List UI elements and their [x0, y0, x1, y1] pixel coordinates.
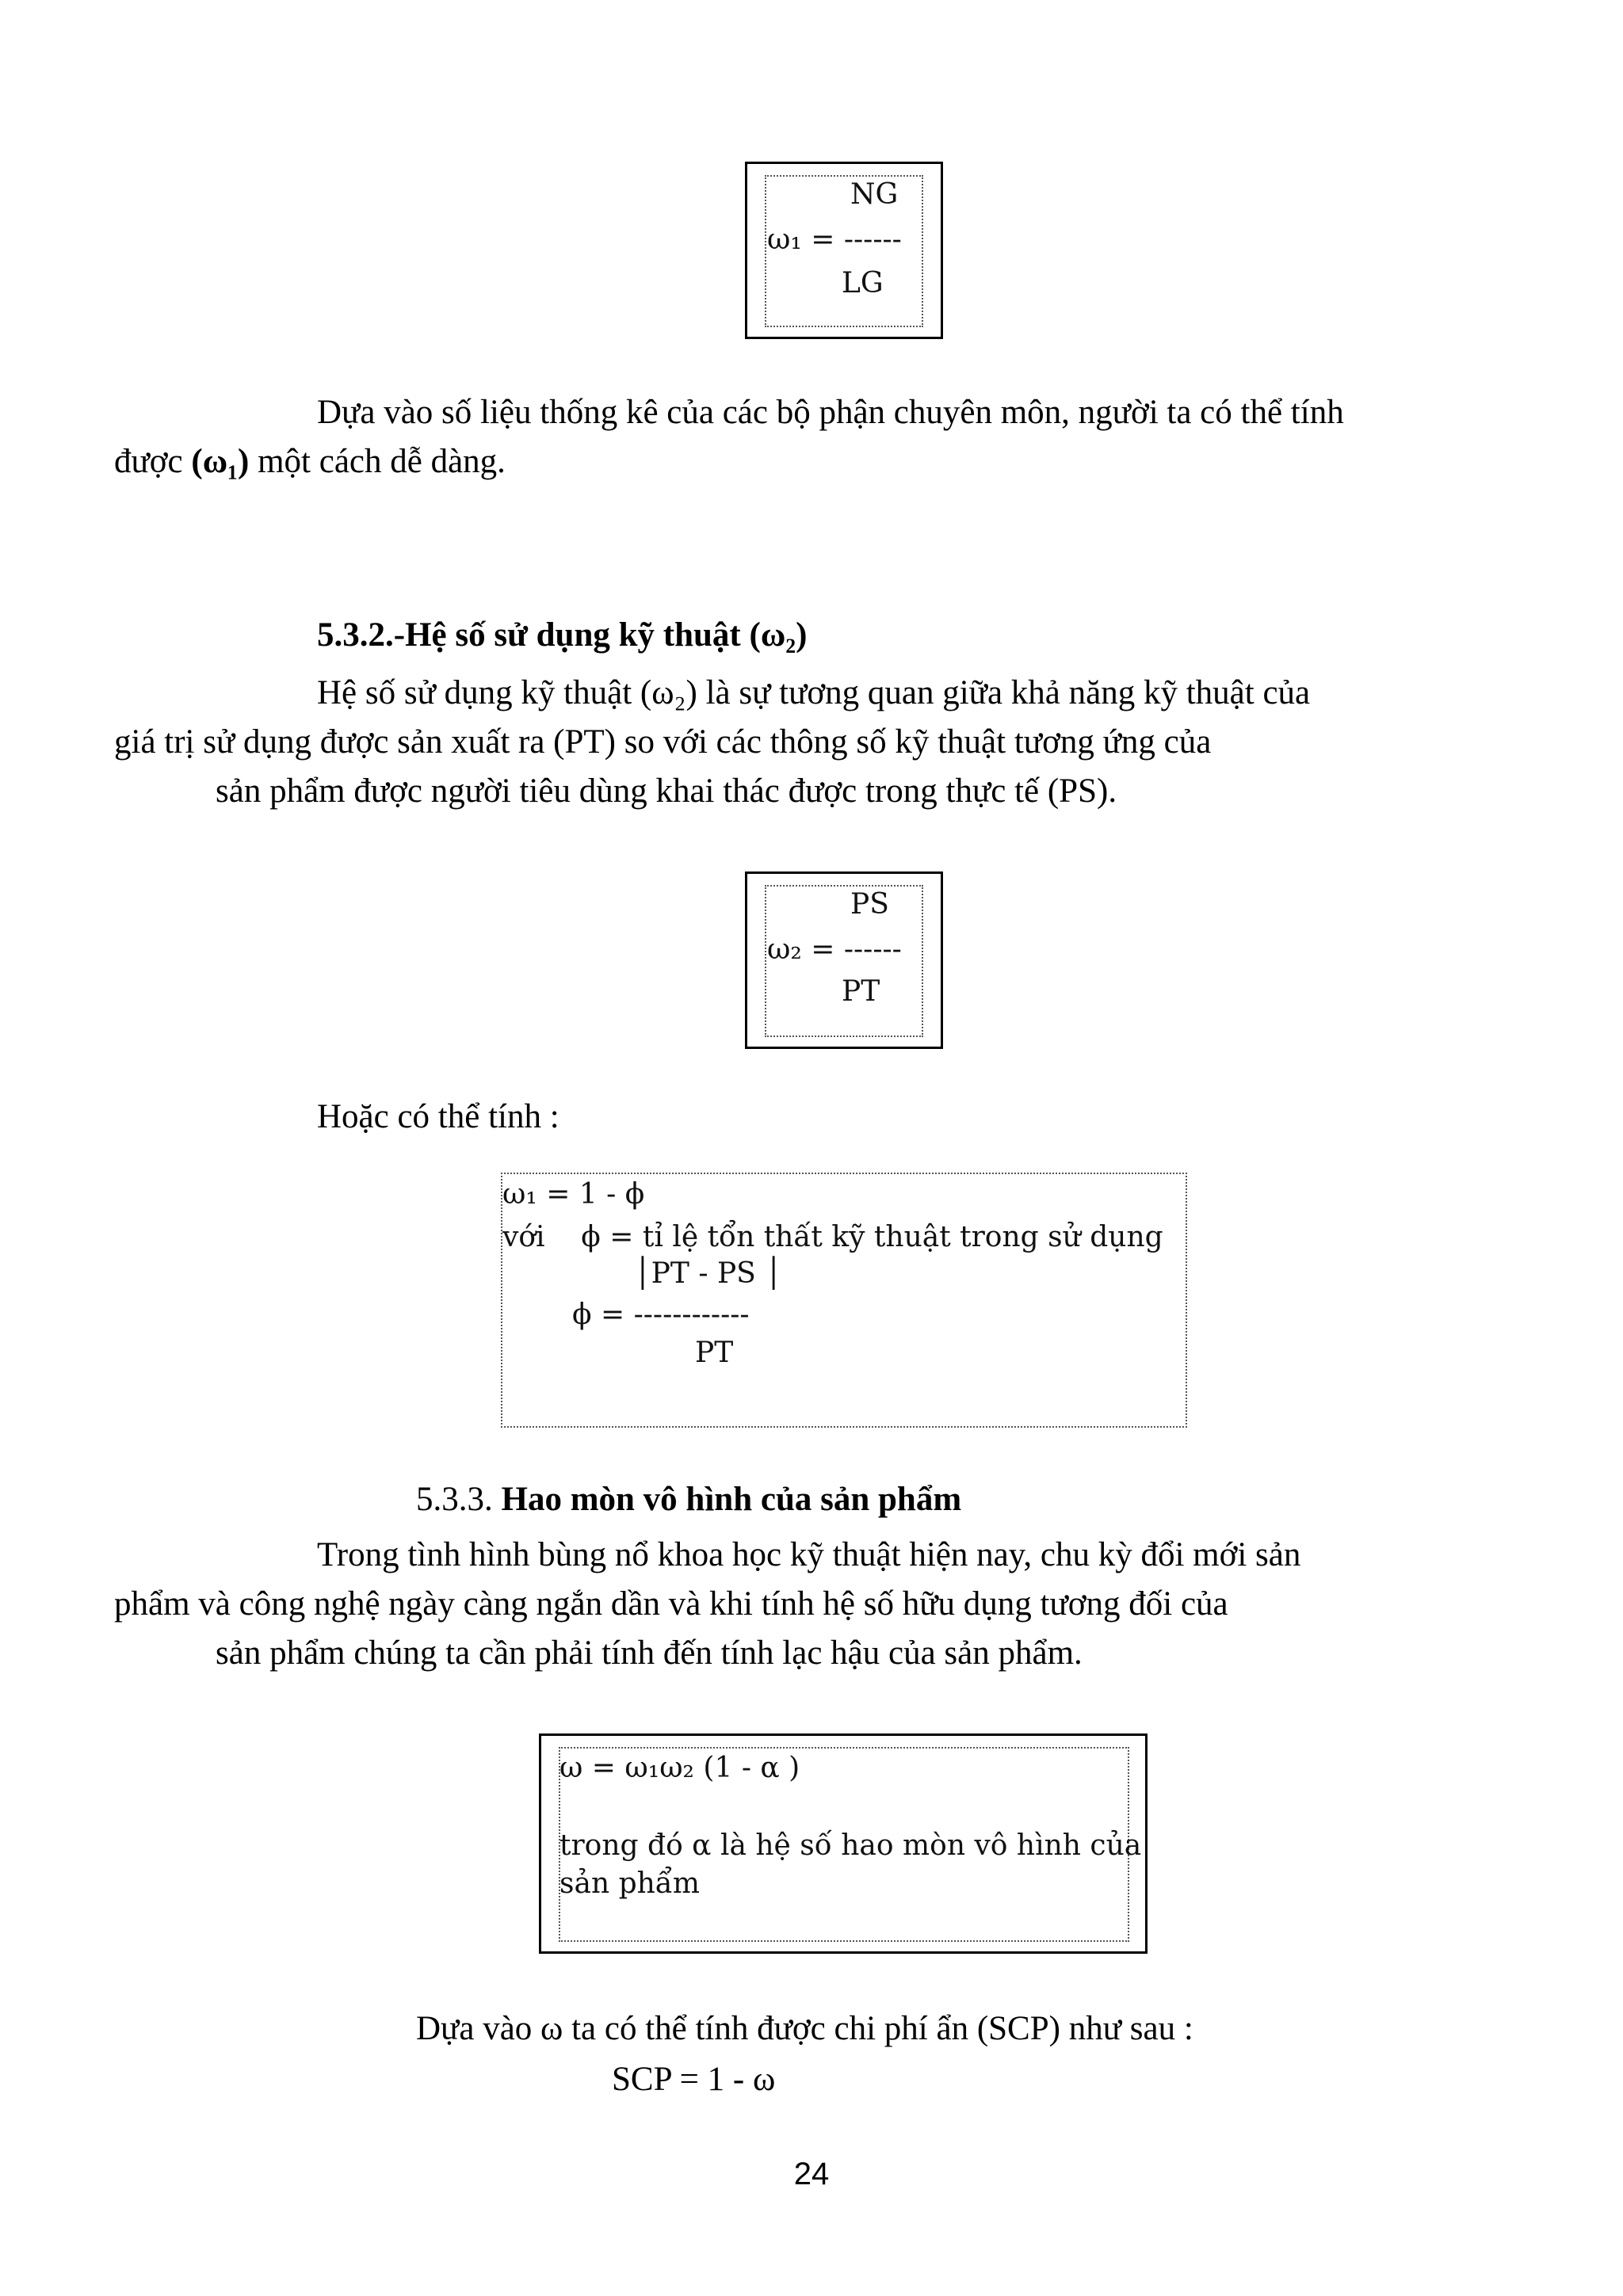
para532-line3: sản phẩm được người tiêu dùng khai thác được trong thực tế (PS). [216, 772, 1117, 810]
formula4-line3: sản phẩm [559, 1867, 700, 1900]
formula3-line4: ϕ = ------------ [572, 1299, 750, 1331]
paragraph-omega1-intro [114, 388, 1484, 486]
para533-line2: phẩm và công nghệ ngày càng ngắn dần và khi tính hệ số hữu dụng tương đối của [114, 1585, 1228, 1623]
or-can-calculate-text: Hoặc có thể tính : [317, 1098, 559, 1135]
page-number: 24 [793, 2157, 830, 2191]
para1-line2-post: một cách dễ dàng. [249, 443, 506, 480]
section-533-number: 5.3.3. [416, 1481, 502, 1518]
para532-line1: Hệ số sử dụng kỹ thuật (ω₂) là sự tương quan giữa khả năng kỹ thuật của [317, 674, 1311, 711]
para1-line2-bold: (ω₁) [191, 443, 250, 480]
final-paragraph: Dựa vào ω ta có thể tính được chi phí ẩn (SCP) như sau : [416, 2010, 1193, 2047]
formula1-denominator: LG [842, 267, 884, 299]
formula3-line5: PT [695, 1337, 734, 1369]
para533-line1: Trong tình hình bùng nổ khoa học kỹ thuật hiện nay, chu kỳ đổi mới sản [317, 1536, 1301, 1573]
formula3-line1: ω₁ = 1 - ϕ [502, 1178, 645, 1211]
para533-line3: sản phẩm chúng ta cần phải tính đến tính lạc hậu của sản phẩm. [216, 1634, 1083, 1672]
formula1-numerator: NG [850, 178, 899, 211]
formula2-denominator: PT [842, 975, 880, 1008]
section-heading-533 [416, 1475, 961, 1524]
para1-line2-pre: được [114, 443, 192, 480]
para532-line2: giá trị sử dụng được sản xuất ra (PT) so với các thông số kỹ thuật tương ứng của [114, 723, 1212, 761]
formula4-line2: trong đó α là hệ số hao mòn vô hình của [559, 1829, 1142, 1862]
section-heading-532: 5.3.2.-Hệ số sử dụng kỹ thuật (ω₂) [317, 616, 808, 654]
formula1-lhs: ω₁ = ------ [767, 223, 902, 256]
paragraph-533 [114, 1531, 1484, 1678]
formula2-numerator: PS [850, 888, 889, 921]
section-533-title: Hao mòn vô hình của sản phẩm [501, 1481, 962, 1518]
formula3-line2: với ϕ = tỉ lệ tổn thất kỹ thuật trong sử dụng [502, 1221, 1163, 1253]
para1-line1: Dựa vào số liệu thống kê của các bộ phận chuyên môn, người ta có thể tính [317, 394, 1344, 431]
formula2-lhs: ω₂ = ------ [767, 933, 902, 966]
formula4-line1: ω = ω₁ω₂ (1 - α ) [559, 1752, 800, 1784]
formula3-line3: │PT - PS │ [634, 1257, 782, 1290]
scp-formula: SCP = 1 - ω [612, 2061, 776, 2098]
paragraph-532 [114, 669, 1484, 816]
